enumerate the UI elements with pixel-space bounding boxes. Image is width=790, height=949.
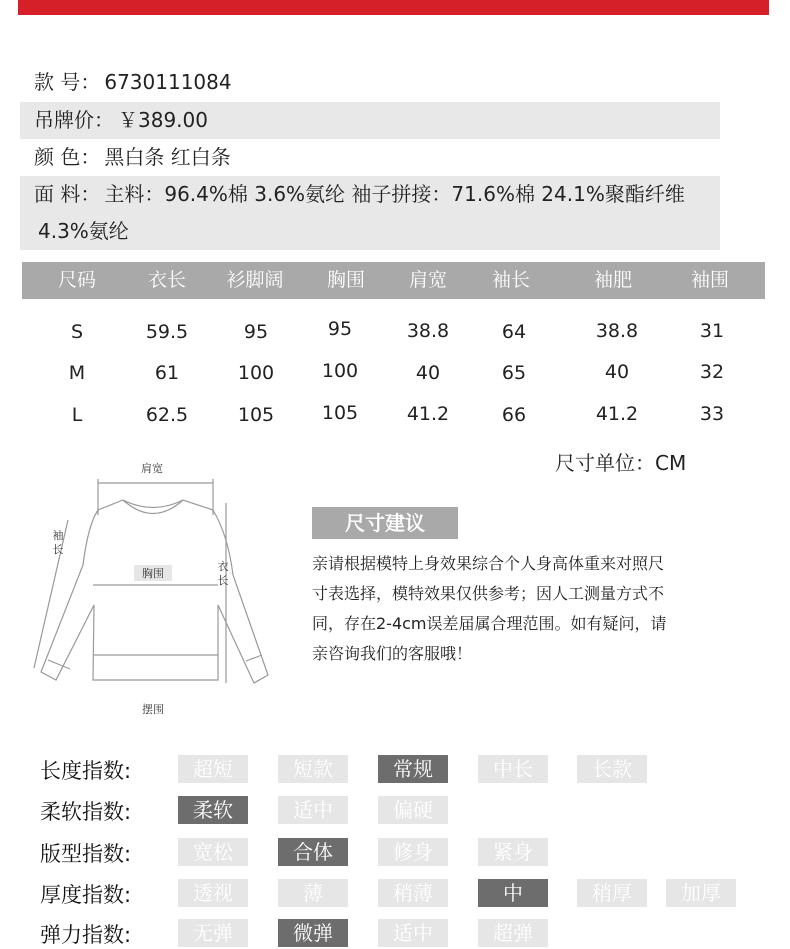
thickness-option-medium: 中 [478, 879, 548, 907]
table-cell: 31 [699, 320, 725, 342]
table-cell: 40 [415, 362, 441, 384]
size-advice-text [312, 549, 722, 669]
length-label-1: 衣 [217, 560, 229, 573]
table-cell: 100 [321, 360, 359, 382]
header-chest: 胸围 [326, 269, 366, 291]
style-number-row [20, 64, 720, 101]
table-cell: L [71, 404, 83, 426]
table-cell: S [70, 321, 84, 343]
garment-measurement-diagram [28, 455, 278, 720]
elasticity-option-medium: 适中 [378, 919, 448, 947]
softness-index-label: 柔软指数: [40, 800, 132, 824]
length-option-short: 短款 [278, 755, 348, 783]
table-cell: 62.5 [145, 404, 189, 426]
header-shoulder: 肩宽 [408, 269, 448, 291]
length-index-label: 长度指数: [40, 759, 132, 783]
softness-option-medium: 适中 [278, 796, 348, 824]
tag-price-value: ￥389.00 [118, 108, 208, 132]
advice-line: 同，存在2-4cm误差届属合理范围。如有疑问，请 [312, 614, 667, 633]
tag-price-label: 吊牌价： [34, 108, 114, 132]
elasticity-index-label: 弹力指数: [40, 923, 132, 947]
elasticity-option-none: 无弹 [178, 919, 248, 947]
thickness-option-slightly-thin: 稍薄 [378, 879, 448, 907]
fit-option-regular: 合体 [278, 838, 348, 866]
fit-index-label: 版型指数: [40, 842, 132, 866]
size-unit-note: 尺寸单位：CM [555, 451, 687, 475]
style-number-value: 6730111084 [104, 70, 232, 94]
softness-option-soft: 柔软 [178, 796, 248, 824]
fit-option-loose: 宽松 [178, 838, 248, 866]
tag-price-row [20, 102, 720, 139]
table-cell: 41.2 [406, 403, 450, 425]
advice-line: 寸表选择，模特效果仅供参考；因人工测量方式不 [312, 584, 665, 603]
thickness-option-sheer: 透视 [178, 879, 248, 907]
table-cell: 100 [237, 362, 275, 384]
thickness-index-label: 厚度指数: [40, 883, 132, 907]
fit-option-slim: 修身 [378, 838, 448, 866]
length-option-mid-long: 中长 [478, 755, 548, 783]
table-cell: 105 [321, 402, 359, 424]
sleeve-label-2: 长 [52, 543, 64, 556]
header-length: 衣长 [147, 269, 187, 291]
table-cell: 64 [501, 321, 527, 343]
advice-line: 亲请根据模特上身效果综合个人身高体重来对照尺 [312, 554, 665, 573]
table-cell: 61 [154, 362, 180, 384]
fabric-value-line2: 4.3%氨纶 [38, 219, 129, 243]
fit-option-tight: 紧身 [478, 838, 548, 866]
softness-option-stiff: 偏硬 [378, 796, 448, 824]
table-cell: 38.8 [595, 320, 639, 342]
header-size: 尺码 [57, 269, 97, 291]
hem-label: 摆围 [142, 703, 164, 716]
thickness-option-thin: 薄 [278, 879, 348, 907]
table-cell: 32 [699, 361, 725, 383]
color-row [20, 139, 720, 176]
size-advice-title: 尺寸建议 [312, 507, 458, 539]
header-sleeve-width: 袖肥 [593, 269, 633, 291]
length-option-regular: 常规 [378, 755, 448, 783]
fabric-label: 面 料： [34, 182, 101, 206]
product-image-strip [18, 0, 769, 15]
fabric-value-line1: 主料：96.4%棉 3.6%氨纶 袖子拼接：71.6%棉 24.1%聚酯纤维 [104, 182, 685, 206]
table-cell: 41.2 [595, 403, 639, 425]
header-cuff: 袖围 [690, 269, 730, 291]
shoulder-label: 肩宽 [141, 462, 163, 475]
thickness-option-slightly-thick: 稍厚 [577, 879, 647, 907]
table-cell: 105 [237, 404, 275, 426]
table-cell: 33 [699, 403, 725, 425]
sleeve-label-1: 袖 [52, 529, 64, 542]
table-cell: 40 [604, 361, 630, 383]
table-cell: 38.8 [406, 320, 450, 342]
chest-label: 胸围 [142, 567, 164, 580]
table-cell: 65 [501, 362, 527, 384]
thickness-option-thick: 加厚 [666, 879, 736, 907]
header-sleeve-length: 袖长 [491, 269, 531, 291]
length-option-long: 长款 [577, 755, 647, 783]
header-hem-width: 衫脚阔 [226, 269, 284, 291]
table-cell: 95 [327, 318, 353, 340]
color-value: 黑白条 红白条 [104, 145, 231, 169]
elasticity-option-high: 超弹 [478, 919, 548, 947]
table-cell: 66 [501, 404, 527, 426]
fabric-row [20, 176, 720, 250]
table-cell: M [68, 362, 86, 384]
size-table-header [22, 262, 765, 299]
advice-line: 亲咨询我们的客服哦！ [312, 644, 473, 663]
elasticity-option-slight: 微弹 [278, 919, 348, 947]
shoulder-measure-line [98, 479, 213, 515]
color-label: 颜 色： [34, 145, 101, 169]
style-number-label: 款 号： [34, 70, 101, 94]
collar [123, 500, 183, 514]
table-cell: 95 [243, 321, 269, 343]
table-cell: 59.5 [145, 321, 189, 343]
length-option-extra-short: 超短 [178, 755, 248, 783]
length-label-2: 长 [217, 574, 229, 587]
